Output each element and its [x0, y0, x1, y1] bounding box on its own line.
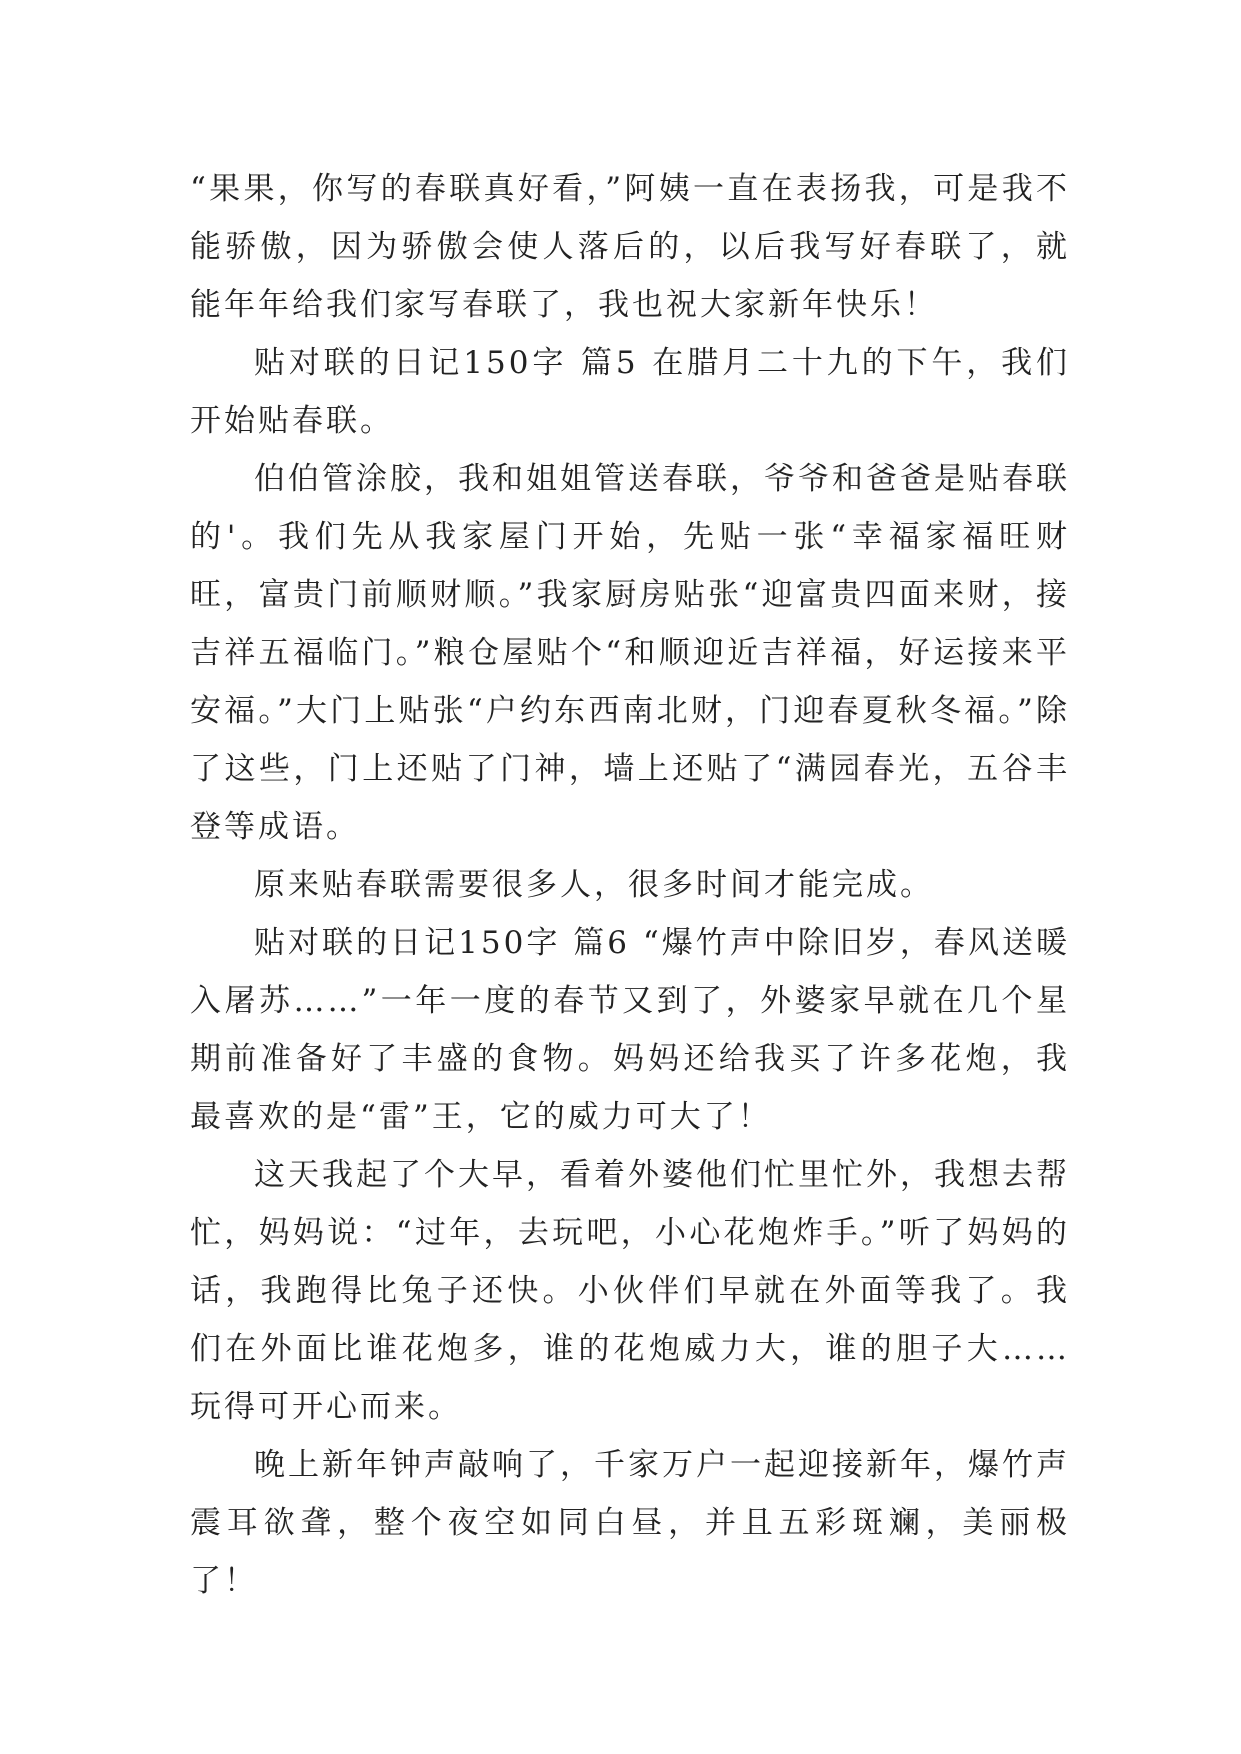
paragraph-7: 晚上新年钟声敲响了，千家万户一起迎接新年，爆竹声震耳欲聋，整个夜空如同白昼，并且五彩斑斓，美丽极了！: [190, 1447, 1070, 1599]
paragraph-3: 伯伯管涂胶，我和姐姐管送春联，爷爷和爸爸是贴春联的'。我们先从我家屋门开始，先贴一张“幸福家福旺财旺，富贵门前顺财顺。”我家厨房贴张“迎富贵四面来财，接吉祥五福临门。”粮仓屋贴个“和顺迎近吉祥福，好运接来平安福。”大门上贴张“户约东西南北财，门迎春夏秋冬福。”除了这些，门上还贴了门神，墙上还贴了“满园春光，五谷丰登等成语。: [190, 461, 1070, 845]
paragraph-2-heading-5: 贴对联的日记150字 篇5 在腊月二十九的下午，我们开始贴春联。: [190, 345, 1070, 439]
paragraph-1: “果果，你写的春联真好看，”阿姨一直在表扬我，可是我不能骄傲，因为骄傲会使人落后的，以后我写好春联了，就能年年给我们家写春联了，我也祝大家新年快乐！: [190, 171, 1070, 323]
paragraph-4: 原来贴春联需要很多人，很多时间才能完成。: [254, 867, 934, 903]
paragraph-5-heading-6: 贴对联的日记150字 篇6 “爆竹声中除旧岁，春风送暖入屠苏……”一年一度的春节又到了，外婆家早就在几个星期前准备好了丰盛的食物。妈妈还给我买了许多花炮，我最喜欢的是“雷”王，它的威力可大了！: [190, 925, 1070, 1135]
paragraph-6: 这天我起了个大早，看着外婆他们忙里忙外，我想去帮忙，妈妈说：“过年，去玩吧，小心花炮炸手。”听了妈妈的话，我跑得比兔子还快。小伙伴们早就在外面等我了。我们在外面比谁花炮多，谁的花炮威力大，谁的胆子大……玩得可开心而来。: [190, 1157, 1070, 1425]
document-body: [190, 160, 1070, 1610]
